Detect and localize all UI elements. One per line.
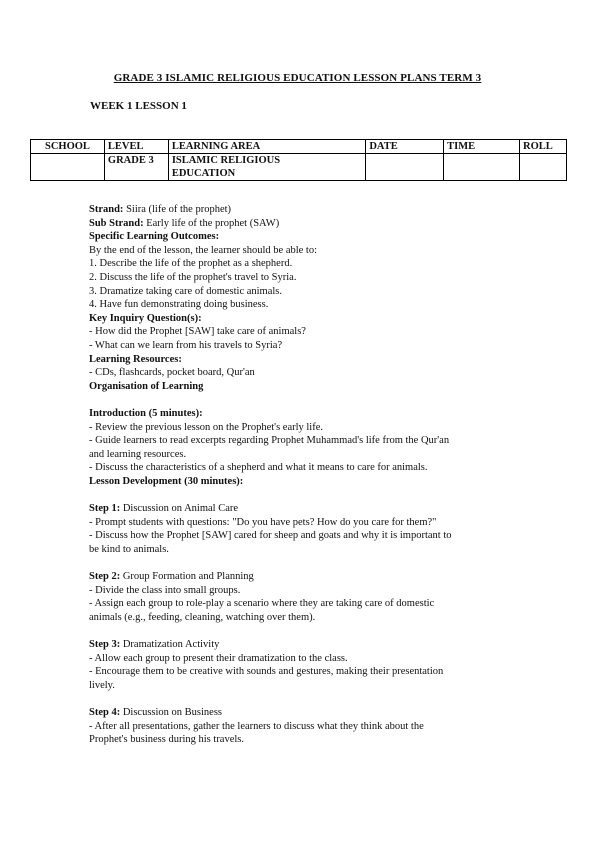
paragraph-line: - Discuss how the Prophet [SAW] cared for sheep and goats and why it is important to xyxy=(89,530,452,542)
paragraph-line: animals (e.g., feeding, cleaning, watching over them). xyxy=(89,611,316,623)
list-item: 3. Dramatize taking care of domestic animals. xyxy=(89,285,283,297)
header-school: SCHOOL xyxy=(31,140,105,154)
step-heading xyxy=(89,706,529,720)
list-item: 4. Have fun demonstrating doing business. xyxy=(89,299,269,311)
step-label: Step 3: xyxy=(89,639,121,650)
step-label: Step 4: xyxy=(89,706,121,718)
header-roll: ROLL xyxy=(520,140,567,154)
list-item: - CDs, flashcards, pocket board, Qur'an xyxy=(89,367,255,379)
paragraph-line: - Encourage them to be creative with sounds and gestures, making their presentation xyxy=(89,666,444,678)
list-item: - What can we learn from his travels to Syria? xyxy=(89,339,283,351)
list-item: 2. Discuss the life of the prophet's travel to Syria. xyxy=(89,271,297,283)
lesson-content xyxy=(89,203,529,747)
paragraph-line: - Guide learners to read excerpts regarding Prophet Muhammad's life from the Qur'an xyxy=(89,435,450,447)
step-heading xyxy=(89,570,529,584)
cell-learning-area xyxy=(168,154,366,181)
spacer xyxy=(89,624,529,638)
header-learning-area: LEARNING AREA xyxy=(168,140,366,154)
introduction-heading: Introduction (5 minutes): xyxy=(89,407,203,419)
step-title: Group Formation and Planning xyxy=(120,571,254,583)
development-heading: Lesson Development (30 minutes): xyxy=(89,475,244,487)
paragraph-line: - Assign each group to role-play a scenario where they are taking care of domestic xyxy=(89,598,435,610)
sub-strand-label: Sub Strand: xyxy=(89,217,144,229)
spacer xyxy=(89,488,529,502)
paragraph-line: - Review the previous lesson on the Prophet's early life. xyxy=(89,421,324,433)
cell-time xyxy=(444,154,520,181)
cell-date xyxy=(366,154,444,181)
cell-level: GRADE 3 xyxy=(104,154,168,181)
sub-strand-line xyxy=(89,217,529,231)
step-label: Step 1: xyxy=(89,503,121,515)
step-title: Dramatization Activity xyxy=(120,639,220,650)
organisation-heading: Organisation of Learning xyxy=(89,380,204,392)
table-header-row xyxy=(31,140,567,154)
list-item: 1. Describe the life of the prophet as a shepherd. xyxy=(89,258,293,270)
outcomes-heading: Specific Learning Outcomes: xyxy=(89,231,220,243)
learning-area-line: ISLAMIC RELIGIOUS xyxy=(171,155,281,166)
inquiry-heading: Key Inquiry Question(s): xyxy=(89,312,202,324)
step-label: Step 2: xyxy=(89,571,121,583)
strand-line xyxy=(89,203,529,217)
step-heading xyxy=(89,502,529,516)
strand-label: Strand: xyxy=(89,204,124,215)
step-title: Discussion on Animal Care xyxy=(120,503,239,515)
lesson-info-table xyxy=(30,139,567,181)
outcomes-intro: By the end of the lesson, the learner should be able to: xyxy=(89,244,318,256)
cell-school xyxy=(31,154,105,181)
paragraph-line: be kind to animals. xyxy=(89,543,169,555)
resources-heading: Learning Resources: xyxy=(89,353,182,365)
week-lesson-heading: WEEK 1 LESSON 1 xyxy=(90,100,187,112)
paragraph-line: lively. xyxy=(89,679,115,691)
strand-value: Siira (life of the prophet) xyxy=(123,204,232,215)
list-item: - How did the Prophet [SAW] take care of animals? xyxy=(89,326,306,338)
spacer xyxy=(89,692,529,706)
paragraph-line: - Allow each group to present their dramatization to the class. xyxy=(89,652,348,664)
paragraph-line: and learning resources. xyxy=(89,448,187,460)
paragraph-line: - Discuss the characteristics of a shepherd and what it means to care for animals. xyxy=(89,462,428,474)
paragraph-line: - Prompt students with questions: "Do you have pets? How do you care for them?" xyxy=(89,516,437,528)
header-date: DATE xyxy=(366,140,444,154)
spacer xyxy=(89,393,529,407)
header-time: TIME xyxy=(444,140,520,154)
sub-strand-value: Early life of the prophet (SAW) xyxy=(143,217,280,229)
step-title: Discussion on Business xyxy=(120,706,223,718)
cell-roll xyxy=(520,154,567,181)
spacer xyxy=(89,556,529,570)
document-title: GRADE 3 ISLAMIC RELIGIOUS EDUCATION LESSON PLANS TERM 3 xyxy=(113,72,482,84)
paragraph-line: - Divide the class into small groups. xyxy=(89,584,241,596)
learning-area-line: EDUCATION xyxy=(171,168,236,179)
table-row xyxy=(31,154,567,181)
paragraph-line: - After all presentations, gather the learners to discuss what they think about the xyxy=(89,720,424,732)
header-level: LEVEL xyxy=(104,140,168,154)
step-heading xyxy=(89,638,529,652)
paragraph-line: Prophet's business during his travels. xyxy=(89,734,245,746)
